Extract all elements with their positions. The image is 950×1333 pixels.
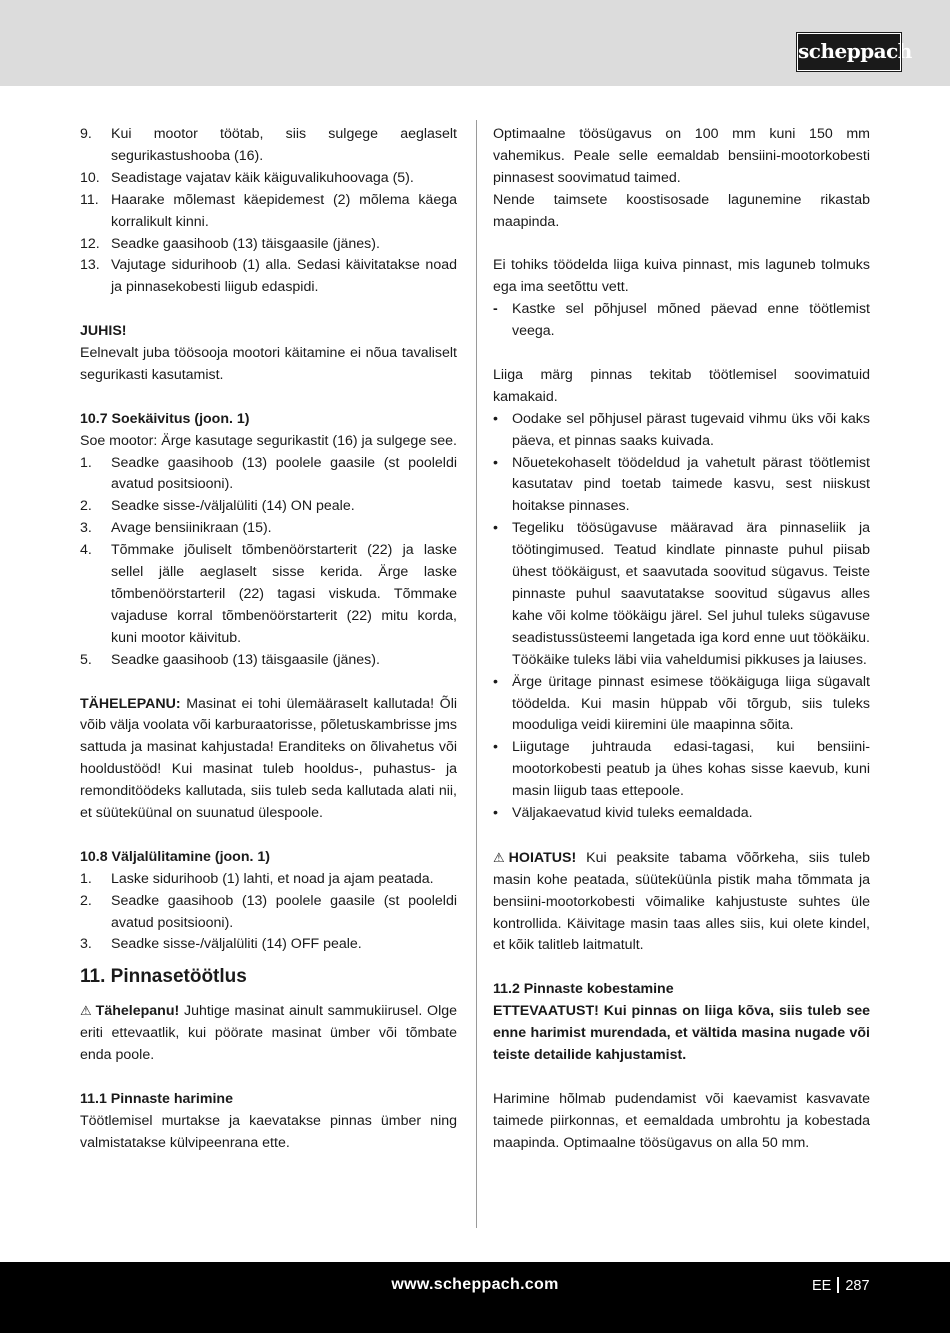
- paragraph: Liiga märg pinnas tekitab töötlemisel soovimatuid kamakaid.: [493, 366, 870, 405]
- hoiatus-paragraph: ⚠ HOIATUS! Kui peaksite tabama võõrkeha, siis tuleb masin kohe peatada, süüteküünla pistik maha tõmmata ja bensiini-mootorkobesti võimalike kahjustuste suhtes üle kontrollida. Käivitage masin taas alles siis, kui olete kindel, et kõik talitleb laitmatult.: [493, 847, 870, 958]
- page-number: EE 287: [812, 1278, 870, 1294]
- list-item: 9. Kui mootor töötab, siis sulgege aeglaselt segurikastushooba (16).: [80, 126, 457, 164]
- section-11-2-title: 11.2 Pinnaste kobestamine: [493, 981, 674, 998]
- list-item: 10. Seadistage vajatav käik käiguvalikuhoovaga (5).: [80, 169, 414, 186]
- section-10-7-title: 10.7 Soekäivitus (joon. 1): [80, 410, 250, 427]
- list-item: • Oodake sel põhjusel pärast tugevaid vihmu üks või kaks päeva, et pinnas saaks kuivada.: [493, 410, 870, 449]
- juhis-text: Eelnevalt juba töösooja mootori käitamine ei nõua tavaliselt segurikasti kasutamist.: [80, 345, 457, 383]
- list-item: 2. Seadke gaasihoob (13) poolele gaasile (st pooleldi avatud positsiooni).: [80, 892, 457, 931]
- tahelepanu-paragraph: TÄHELEPANU: Masinat ei tohi ülemääraselt kallutada! Õli võib välja voolata või karburaatorisse, põletuskambrisse jms sattuda ja masinat kahjustada! Eranditeks on õlivahetus või hooldustööd! Kui masinat tuleb hooldus-, puhastus- ja remonditöödeks kallutada, siis tuleb seda kallutada alati nii, et süüteküünal on suunatud ülespoole.: [80, 695, 457, 822]
- section-11-1-text: Töötlemisel murtakse ja kaevatakse pinnas ümber ning valmistatakse külvipeenrana ette.: [80, 1112, 457, 1151]
- steps-list-start: [80, 124, 457, 299]
- section-11-1-title: 11.1 Pinnaste harimine: [80, 1090, 233, 1107]
- left-column: [80, 124, 457, 1155]
- list-item: 2. Seadke sisse-/väljalüliti (14) ON peale.: [80, 498, 355, 515]
- paragraph: Harimine hõlmab pudendamist või kaevamist kasvavate taimede piirkonnas, et eemaldada umbrohtu ja kobestada maapinda. Optimaalne töösügavus on alla 50 mm.: [493, 1090, 870, 1151]
- warning-paragraph: ⚠ Tähelepanu! Juhtige masinat ainult sammukiirusel. Olge eriti ettevaatlik, kui pöörate masinat ümber või tõmbate enda poole.: [80, 1000, 457, 1067]
- list-item: • Väljakaevatud kivid tuleks eemaldada.: [493, 805, 753, 822]
- section-10-8-title: 10.8 Väljalülitamine (joon. 1): [80, 848, 271, 865]
- scheppach-logo: scheppach: [797, 33, 901, 71]
- paragraph: Nende taimsete koostisosade lagunemine rikastab maapinda.: [493, 191, 870, 230]
- footer-band: [0, 1262, 950, 1333]
- juhis-title: JUHIS!: [80, 323, 127, 340]
- warning-triangle-icon: ⚠: [493, 849, 505, 865]
- list-item: • Nõuetekohaselt töödeldud ja vahetult pärast töötlemist kasutatav pind toetab taimede kasvu, sest niiskust hoitakse pinnases.: [493, 454, 870, 515]
- bullet-list: [493, 409, 870, 825]
- right-column: [493, 124, 870, 1155]
- column-divider: [476, 120, 477, 1228]
- shutdown-steps: [80, 869, 457, 957]
- paragraph: Ei tohiks töödelda liiga kuiva pinnast, mis laguneb tolmuks ega ima seetõttu vett.: [493, 257, 870, 296]
- list-item: 11. Haarake mõlemast käepidemest (2) mõlema käega korralikult kinni.: [80, 191, 457, 230]
- list-item: 5. Seadke gaasihoob (13) täisgaasile (jänes).: [80, 651, 380, 668]
- dash-item: - Kastke sel põhjusel mõned päevad enne töötlemist veega.: [493, 301, 870, 340]
- list-item: 4. Tõmmake jõuliselt tõmbenöörstarterit (22) ja laske sellel jälle aeglaselt sisse kerida. Ärge laske tõmbenöörstarteril (22) tagasi viskuda. Tõmmake vajaduse korral tõmbenöörstarterit (22) mitu korda, kuni mootor käivitub.: [80, 542, 457, 646]
- list-item: 13. Vajutage sidurihoob (1) alla. Sedasi käivitatakse noad ja pinnasekobesti liigub edaspidi.: [80, 257, 457, 296]
- list-item: 12. Seadke gaasihoob (13) täisgaasile (jänes).: [80, 235, 380, 252]
- ettevaatust-paragraph: ETTEVAATUST! Kui pinnas on liiga kõva, siis tuleb see enne harimist murendada, et vältida masina nugade või teiste detailide kahjustamist.: [493, 1003, 870, 1063]
- list-item: • Ärge üritage pinnast esimese töökäiguga liiga sügavalt töödelda. Kui masin hüppab või tõrgub, siis tuleks mooduliga veidi kiiremini üle maapinna sõita.: [493, 673, 870, 734]
- list-item: 3. Avage bensiinikraan (15).: [80, 520, 272, 537]
- section-10-7-intro: Soe mootor: Ärge kasutage segurikastit (16) ja sulgege see.: [80, 432, 457, 449]
- list-item: 1. Laske sidurihoob (1) lahti, et noad ja ajam peatada.: [80, 870, 434, 887]
- warm-start-steps: [80, 453, 457, 672]
- warning-triangle-icon: ⚠: [80, 1003, 92, 1019]
- list-item: • Tegeliku töösügavuse määravad ära pinnaseliik ja töötingimused. Teatud kindlate pinnaste puhul piisab ühest töökäigust, et saavutada soovitud sügavus. Teiste pinnaste puhul saavutatakse soovitud sügavus alles kahe või kolme töökäigu järel. Sel juhul tuleks sügavuse seadistussüsteemi langetada iga kord enne uut töökäiku. Töökäike tuleks läbi viia vaheldumisi pikkuses ja laiuses.: [493, 520, 870, 668]
- list-item: 1. Seadke gaasihoob (13) poolele gaasile (st pooleldi avatud positsiooni).: [80, 454, 457, 493]
- list-item: • Liigutage juhtrauda edasi-tagasi, kui bensiini-mootorkobesti peatub ja ühes kohas sisse kaevub, kuni masin liigub taas ettepoole.: [493, 739, 870, 800]
- paragraph: Optimaalne töösügavus on 100 mm kuni 150 mm vahemikus. Peale selle eemaldab bensiini-mootorkobesti pinnasest soovimatud taimed.: [493, 126, 870, 186]
- footer-url: www.scheppach.com: [391, 1276, 559, 1293]
- list-item: 3. Seadke sisse-/väljalüliti (14) OFF peale.: [80, 936, 362, 953]
- chapter-11-title: 11. Pinnasetöötlus: [80, 966, 247, 988]
